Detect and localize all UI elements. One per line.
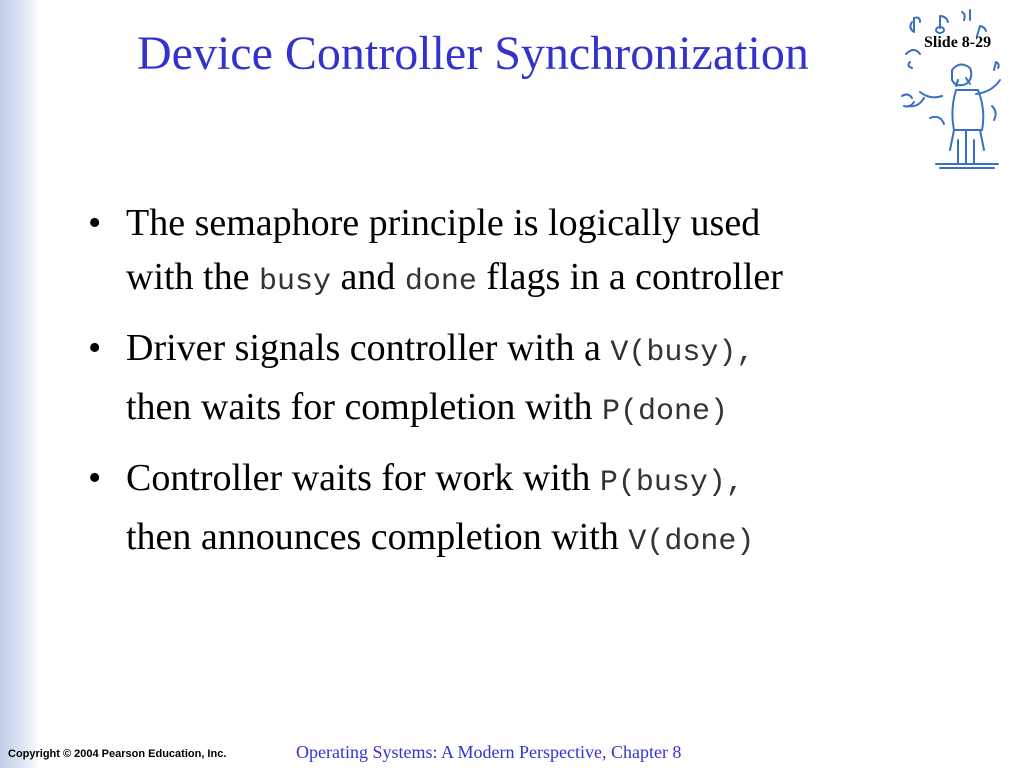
bullet-text: with the	[126, 256, 259, 298]
code-v-busy: V(busy),	[610, 336, 755, 370]
bullet-text: and	[331, 256, 405, 298]
bullet-marker: •	[88, 202, 102, 244]
code-busy: busy	[258, 265, 331, 299]
slide-number: Slide 8-29	[924, 34, 992, 51]
left-gradient-band	[0, 0, 40, 768]
bullet-item	[88, 321, 968, 439]
bullet-text: Controller waits for work with	[126, 457, 600, 499]
bullet-text: Driver signals controller with a	[126, 327, 611, 369]
code-p-done: P(done)	[601, 395, 728, 429]
bullet-marker: •	[88, 327, 102, 369]
book-footer: Operating Systems: A Modern Perspective, Chapter 8	[296, 742, 682, 762]
bullet-item	[88, 196, 968, 309]
code-v-done: V(done)	[628, 525, 755, 559]
slide-title: Device Controller Synchronization	[137, 27, 809, 80]
bullet-item	[88, 451, 968, 569]
copyright-text: Copyright © 2004 Pearson Education, Inc.	[8, 748, 227, 760]
bullet-text: then announces completion with	[126, 516, 629, 558]
musical-figure-logo-icon	[896, 6, 1020, 176]
code-done: done	[404, 265, 477, 299]
bullet-marker: •	[88, 457, 102, 499]
bullet-text: flags in a controller	[476, 256, 783, 298]
bullet-text: then waits for completion with	[126, 386, 602, 428]
bullet-text: The semaphore principle is logically used	[126, 202, 761, 244]
code-p-busy: P(busy),	[599, 466, 744, 500]
bullet-list	[88, 196, 968, 581]
